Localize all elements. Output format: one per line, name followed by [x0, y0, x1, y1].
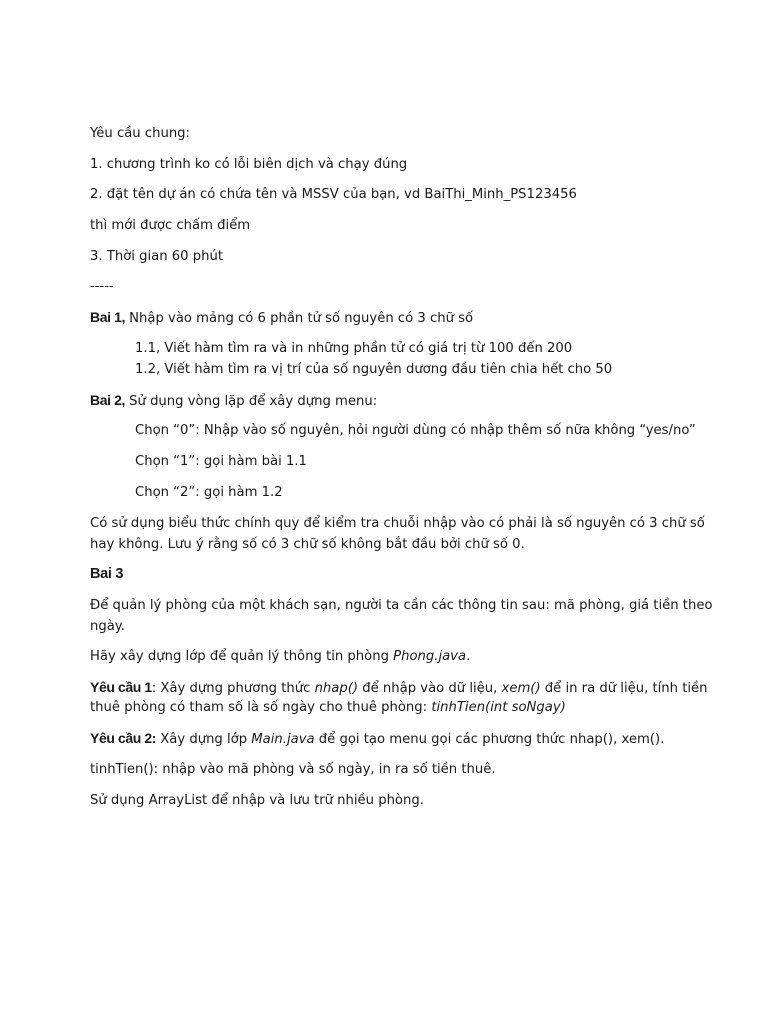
- bai2-note-line-1: Có sử dụng biểu thức chính quy để kiểm tra chuỗi nhập vào có phải là số nguyên có 3 chữ số: [90, 516, 705, 531]
- general-item-2-continued: thì mới được chấm điểm: [90, 218, 251, 233]
- separator: -----: [90, 279, 114, 294]
- bai1-sub-2: 1.2, Viết hàm tìm ra vị trí của số nguyên dương đầu tiên chia hết cho 50: [135, 362, 613, 377]
- req1-part-b: để nhập vào dữ liệu,: [358, 681, 502, 696]
- req1-nhap: nhap(): [314, 681, 359, 696]
- req2-label: Yêu cầu 2:: [90, 730, 157, 746]
- req2-main: Main.java: [251, 732, 315, 747]
- req1-xem: xem(): [501, 681, 541, 696]
- bai3-intro-line-1: Để quản lý phòng của một khách sạn, người ta cần các thông tin sau: mã phòng, giá tiền theo: [90, 598, 713, 613]
- bai2-note-line-2: hay không. Lưu ý rằng số có 3 chữ số không bắt đầu bởi chữ số 0.: [90, 537, 525, 552]
- bai3-class-pre: Hãy xây dựng lớp để quản lý thông tin phòng: [90, 649, 394, 664]
- req1-line2-pre: thuê phòng có tham số là số ngày cho thuê phòng:: [90, 700, 432, 715]
- bai1-heading: Bai 1,: [90, 309, 125, 325]
- bai2-line: [90, 390, 377, 412]
- bai3-class-post: .: [466, 649, 471, 664]
- req1-line-1: [90, 677, 708, 699]
- bai2-text: Sử dụng vòng lặp để xây dựng menu:: [124, 394, 378, 409]
- bai1-sub-1: 1.1, Viết hàm tìm ra và in những phần tử có giá trị từ 100 đến 200: [135, 341, 573, 356]
- req1-part-c: để in ra dữ liệu, tính tiền: [540, 681, 708, 696]
- bai2-choice-1: Chọn “1”: gọi hàm bài 1.1: [135, 454, 307, 469]
- bai3-class-line: [90, 646, 470, 667]
- bai2-heading: Bai 2,: [90, 392, 125, 408]
- bai3-intro-line-2: ngày.: [90, 619, 125, 634]
- bai1-line: [90, 307, 473, 329]
- req2-line: [90, 728, 664, 750]
- bai2-choice-2: Chọn “2”: gọi hàm 1.2: [135, 485, 283, 500]
- bai3-class-name: Phong.java: [393, 649, 467, 664]
- bai1-text: Nhập vào mảng có 6 phần tử số nguyên có 3 chữ số: [124, 311, 474, 326]
- bai3-heading: Bai 3: [90, 566, 124, 582]
- req1-part-a: : Xây dựng phương thức: [151, 681, 315, 696]
- general-item-3: 3. Thời gian 60 phút: [90, 249, 224, 264]
- general-item-2: 2. đặt tên dự án có chứa tên và MSSV của bạn, vd BaiThi_Minh_PS123456: [90, 187, 577, 202]
- req2-part-a: Xây dựng lớp: [156, 732, 252, 747]
- general-title: Yêu cầu chung:: [90, 126, 190, 141]
- general-item-1: 1. chương trình ko có lỗi biên dịch và chạy đúng: [90, 157, 408, 172]
- req1-label: Yêu cầu 1: [90, 679, 152, 695]
- req2-part-b: để gọi tạo menu gọi các phương thức nhap(), xem().: [314, 732, 665, 747]
- req1-tinhtien: tinhTien(int soNgay): [431, 700, 566, 715]
- tinhtien-line: tinhTien(): nhập vào mã phòng và số ngày, in ra số tiền thuê.: [90, 762, 496, 777]
- bai2-choice-0: Chọn “0”: Nhập vào số nguyên, hỏi người dùng có nhập thêm số nữa không “yes/no”: [135, 423, 696, 438]
- req1-line-2: [90, 697, 566, 718]
- arraylist-line: Sử dụng ArrayList để nhập và lưu trữ nhiều phòng.: [90, 793, 424, 808]
